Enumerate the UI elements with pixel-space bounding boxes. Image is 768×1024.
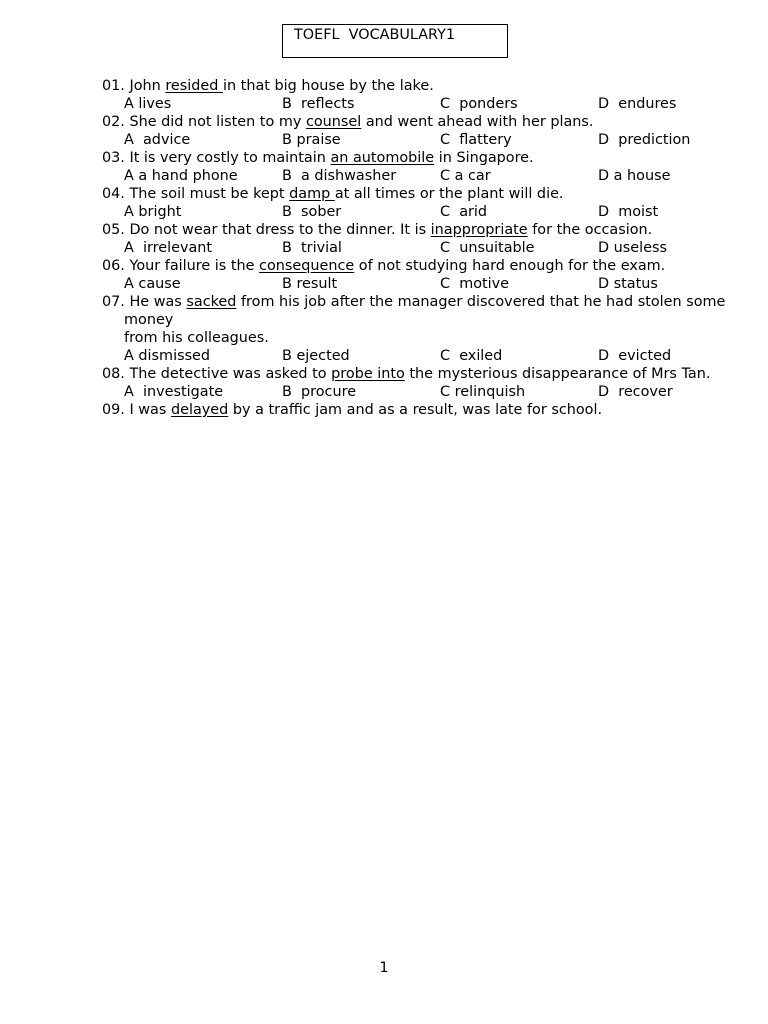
question-list <box>102 77 768 419</box>
option-d: D a house <box>598 168 671 184</box>
question-item <box>102 149 768 185</box>
target-word: resided <box>165 78 223 94</box>
option-c: C ponders <box>440 96 518 112</box>
option-c: C unsuitable <box>440 240 535 256</box>
answer-options <box>102 275 768 293</box>
option-d: D endures <box>598 96 677 112</box>
option-d: D evicted <box>598 348 672 364</box>
target-word: inappropriate <box>430 222 528 238</box>
option-b: B trivial <box>282 240 342 256</box>
target-word: counsel <box>305 114 362 130</box>
question-item <box>102 401 768 419</box>
question-item <box>102 365 768 401</box>
question-item <box>102 257 768 293</box>
option-d: D status <box>598 276 658 292</box>
answer-options <box>102 347 768 365</box>
target-word: an automobile <box>330 150 435 166</box>
question-item <box>102 293 768 365</box>
question-item <box>102 185 768 221</box>
option-d: D useless <box>598 240 667 256</box>
option-b: B a dishwasher <box>282 168 397 184</box>
question-text: 09. I was delayed by a traffic jam and as a result, was late for school. <box>102 402 603 418</box>
question-text: 01. John resided in that big house by the lake. <box>102 78 434 94</box>
option-a: A lives <box>124 96 172 112</box>
option-b: B result <box>282 276 338 292</box>
answer-options <box>102 131 768 149</box>
option-b: B sober <box>282 204 342 220</box>
option-c: C motive <box>440 276 510 292</box>
question-text: 08. The detective was asked to probe into the mysterious disappearance of Mrs Tan. <box>102 366 711 382</box>
question-text: 05. Do not wear that dress to the dinner. It is inappropriate for the occasion. <box>102 222 653 238</box>
option-b: B procure <box>282 384 357 400</box>
option-a: A bright <box>124 204 182 220</box>
option-a: A investigate <box>124 384 224 400</box>
option-c: C flattery <box>440 132 512 148</box>
answer-options <box>102 167 768 185</box>
answer-options <box>102 383 768 401</box>
question-item <box>102 77 768 113</box>
option-b: B ejected <box>282 348 350 364</box>
question-item <box>102 113 768 149</box>
option-b: B praise <box>282 132 341 148</box>
target-word: delayed <box>170 402 229 418</box>
answer-options <box>102 95 768 113</box>
option-a: A irrelevant <box>124 240 213 256</box>
question-text: 07. He was sacked from his job after the manager discovered that he had stolen some <box>102 294 726 310</box>
worksheet-title: TOEFL VOCABULARY1 <box>282 24 508 58</box>
answer-options <box>102 203 768 221</box>
question-text: 02. She did not listen to my counsel and went ahead with her plans. <box>102 114 594 130</box>
option-a: A advice <box>124 132 191 148</box>
option-b: B reflects <box>282 96 355 112</box>
question-continuation: from his colleagues. <box>124 330 269 346</box>
target-word: probe into <box>331 366 405 382</box>
target-word: sacked <box>186 294 237 310</box>
question-text: 03. It is very costly to maintain an automobile in Singapore. <box>102 150 534 166</box>
option-a: A cause <box>124 276 181 292</box>
question-continuation: money <box>124 312 174 328</box>
option-a: A a hand phone <box>124 168 238 184</box>
target-word: consequence <box>259 258 355 274</box>
question-text: 04. The soil must be kept damp at all times or the plant will die. <box>102 186 564 202</box>
target-word: damp <box>289 186 335 202</box>
option-a: A dismissed <box>124 348 211 364</box>
option-c: C arid <box>440 204 488 220</box>
option-d: D prediction <box>598 132 691 148</box>
option-c: C relinquish <box>440 384 526 400</box>
option-c: C exiled <box>440 348 503 364</box>
answer-options <box>102 239 768 257</box>
option-d: D recover <box>598 384 673 400</box>
question-text: 06. Your failure is the consequence of not studying hard enough for the exam. <box>102 258 666 274</box>
option-d: D moist <box>598 204 659 220</box>
option-c: C a car <box>440 168 491 184</box>
question-item <box>102 221 768 257</box>
page-number: 1 <box>379 960 389 976</box>
